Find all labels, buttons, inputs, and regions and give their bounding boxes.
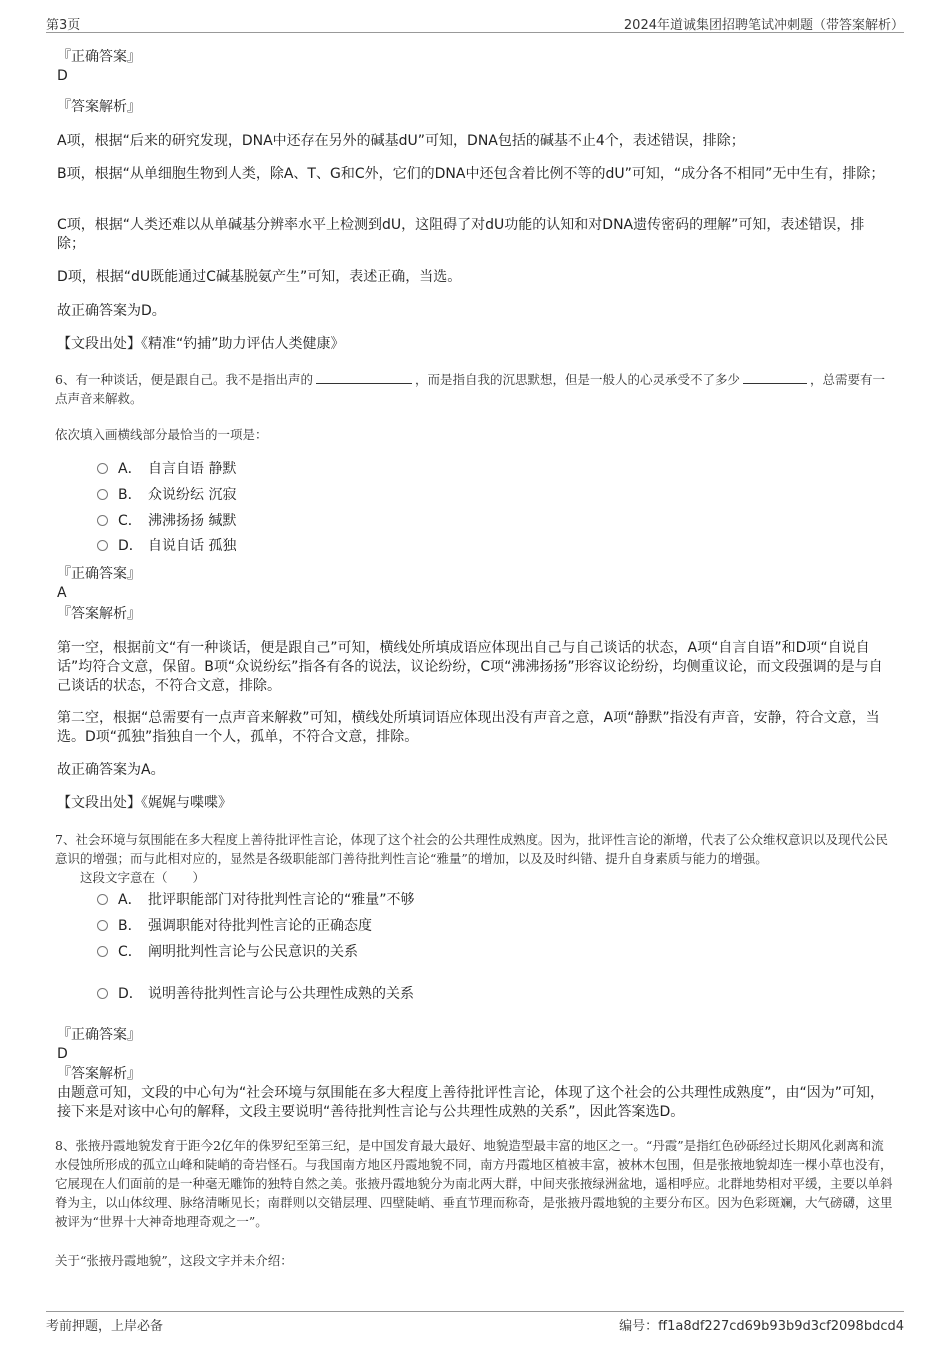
q7-option-b[interactable]: B． 强调职能对待批判性言论的正确态度 <box>97 916 372 936</box>
radio-icon[interactable] <box>97 489 108 500</box>
q5-analysis-p3: C项，根据“人类还难以从单碱基分辨率水平上检测到dU，这阻碍了对dU功能的认知和对DNA遗传密码的理解”可知，表述错误，排除； <box>57 217 865 252</box>
blank-1 <box>316 371 412 384</box>
page-footer <box>46 1311 904 1334</box>
q7-analysis-label: 『答案解析』 <box>57 1066 141 1082</box>
footer-slogan: 考前押题，上岸必备 <box>46 1319 164 1334</box>
radio-icon[interactable] <box>97 920 108 931</box>
q7-stem: 7、社会环境与氛围能在多大程度上善待批评性言论，体现了这个社会的公共理性成熟度。因为，批评性言论的渐增，代表了公众维权意识以及现代公民意识的增强；而与此相对应的，显然是各级职能部门善待批判性言论“雅量”的增加，以及及时纠错、提升自身素质与能力的增强。 <box>55 832 888 866</box>
q6-option-a[interactable]: A． 自言自语 静默 <box>97 459 236 479</box>
q6-prompt: 依次填入画横线部分最恰当的一项是： <box>55 427 268 442</box>
q7-analysis-p1: 由题意可知，文段的中心句为“社会环境与氛围能在多大程度上善待批评性言论，体现了这个社会的公共理性成熟度”，由“因为”可知，接下来是对该中心句的解释，文段主要说明“善待批判性言论与公共理性成熟的关系”，因此答案选D。 <box>57 1085 885 1120</box>
radio-icon[interactable] <box>97 463 108 474</box>
q6-answer-label: 『正确答案』 <box>57 566 141 582</box>
q7-option-c[interactable]: C． 阐明批判性言论与公民意识的关系 <box>97 942 358 962</box>
radio-icon[interactable] <box>97 894 108 905</box>
q7-answer-label: 『正确答案』 <box>57 1027 141 1043</box>
q6-option-c[interactable]: C． 沸沸扬扬 缄默 <box>97 511 236 531</box>
radio-icon[interactable] <box>97 988 108 999</box>
q7-answer: D <box>57 1046 68 1062</box>
q6-analysis-p1: 第一空，根据前文“有一种谈话，便是跟自己”可知，横线处所填成语应体现出自己与自己谈话的状态，A项“自言自语”和D项“自说自话”均符合文意，保留。B项“众说纷纭”指各有各的说法，议论纷纷，C项“沸沸扬扬”形容议论纷纷，均侧重议论，而文段强调的是与自己谈话的状态，不符合文意，排除。 <box>57 640 883 694</box>
page-header <box>46 12 904 33</box>
q5-analysis-label: 『答案解析』 <box>57 99 141 115</box>
q6-stem: 6、有一种谈话，便是跟自己。我不是指出声的 ，而是指自我的沉思默想，但是一般人的心灵承受不了多少 ，总需要有一点声音来解救。 <box>55 372 885 406</box>
radio-icon[interactable] <box>97 946 108 957</box>
page-number: 第3页 <box>46 18 81 33</box>
q6-option-b[interactable]: B． 众说纷纭 沉寂 <box>97 485 236 505</box>
q6-option-d[interactable]: D． 自说自话 孤独 <box>97 536 236 556</box>
q5-analysis-p2: B项，根据“从单细胞生物到人类，除A、T、G和C外，它们的DNA中还包含着比例不等的dU”可知，“成分各不相同”无中生有，排除； <box>57 166 885 182</box>
q5-analysis-p4: D项，根据“dU既能通过C碱基脱氨产生”可知，表述正确，当选。 <box>57 269 462 285</box>
q5-answer: D <box>57 68 68 84</box>
q6-analysis-p2: 第二空，根据“总需要有一点声音来解救”可知，横线处所填词语应体现出没有声音之意，A项“静默”指没有声音，安静，符合文意，当选。D项“孤独”指独自一个人，孤单，不符合文意，排除。 <box>57 710 880 745</box>
q5-source: 【文段出处】《精准“钓捕”助力评估人类健康》 <box>57 336 345 352</box>
radio-icon[interactable] <box>97 515 108 526</box>
radio-icon[interactable] <box>97 540 108 551</box>
q7-option-d[interactable]: D． 说明善待批判性言论与公共理性成熟的关系 <box>97 984 414 1004</box>
q5-analysis-p1: A项，根据“后来的研究发现，DNA中还存在另外的碱基dU”可知，DNA包括的碱基不止4个，表述错误，排除； <box>57 133 745 149</box>
q6-conclusion: 故正确答案为A。 <box>57 762 165 778</box>
q6-answer: A <box>57 585 67 601</box>
document-code: 编号：ff1a8df227cd69b93b9d3cf2098bdcd4 <box>619 1319 904 1334</box>
q6-analysis-label: 『答案解析』 <box>57 606 141 622</box>
q8-prompt: 关于“张掖丹霞地貌”，这段文字并未介绍： <box>55 1253 293 1268</box>
q8-stem: 8、张掖丹霞地貌发育于距今2亿年的侏罗纪至第三纪，是中国发育最大最好、地貌造型最丰富的地区之一。“丹霞”是指红色砂砾经过长期风化剥离和流水侵蚀所形成的孤立山峰和陡峭的奇岩怪石。与我国南方地区丹霞地貌不同，南方丹霞地区植被丰富，被林木包围，但是张掖地貌却连一棵小草也没有，它展现在人们面前的是一种毫无雕饰的独特自然之美。张掖丹霞地貌分为南北两大群，中间夹张掖绿洲盆地，遥相呼应。北群地势相对平缓，主要以单斜脊为主，以山体纹理、脉络清晰见长；南群则以交错层理、四壁陡峭、垂直节理而称奇，是张掖丹霞地貌的主要分布区。因为色彩斑斓，大气磅礴，这里被评为“世界十大神奇地理奇观之一”。 <box>55 1138 893 1229</box>
q7-prompt: 这段文字意在（ ） <box>80 870 206 885</box>
blank-2 <box>743 371 807 384</box>
q5-conclusion: 故正确答案为D。 <box>57 303 166 319</box>
q7-option-a[interactable]: A． 批评职能部门对待批判性言论的“雅量”不够 <box>97 890 415 910</box>
q5-answer-label: 『正确答案』 <box>57 49 141 65</box>
q6-source: 【文段出处】《娓娓与喋喋》 <box>57 795 232 811</box>
document-title: 2024年道诚集团招聘笔试冲刺题（带答案解析） <box>623 18 904 33</box>
